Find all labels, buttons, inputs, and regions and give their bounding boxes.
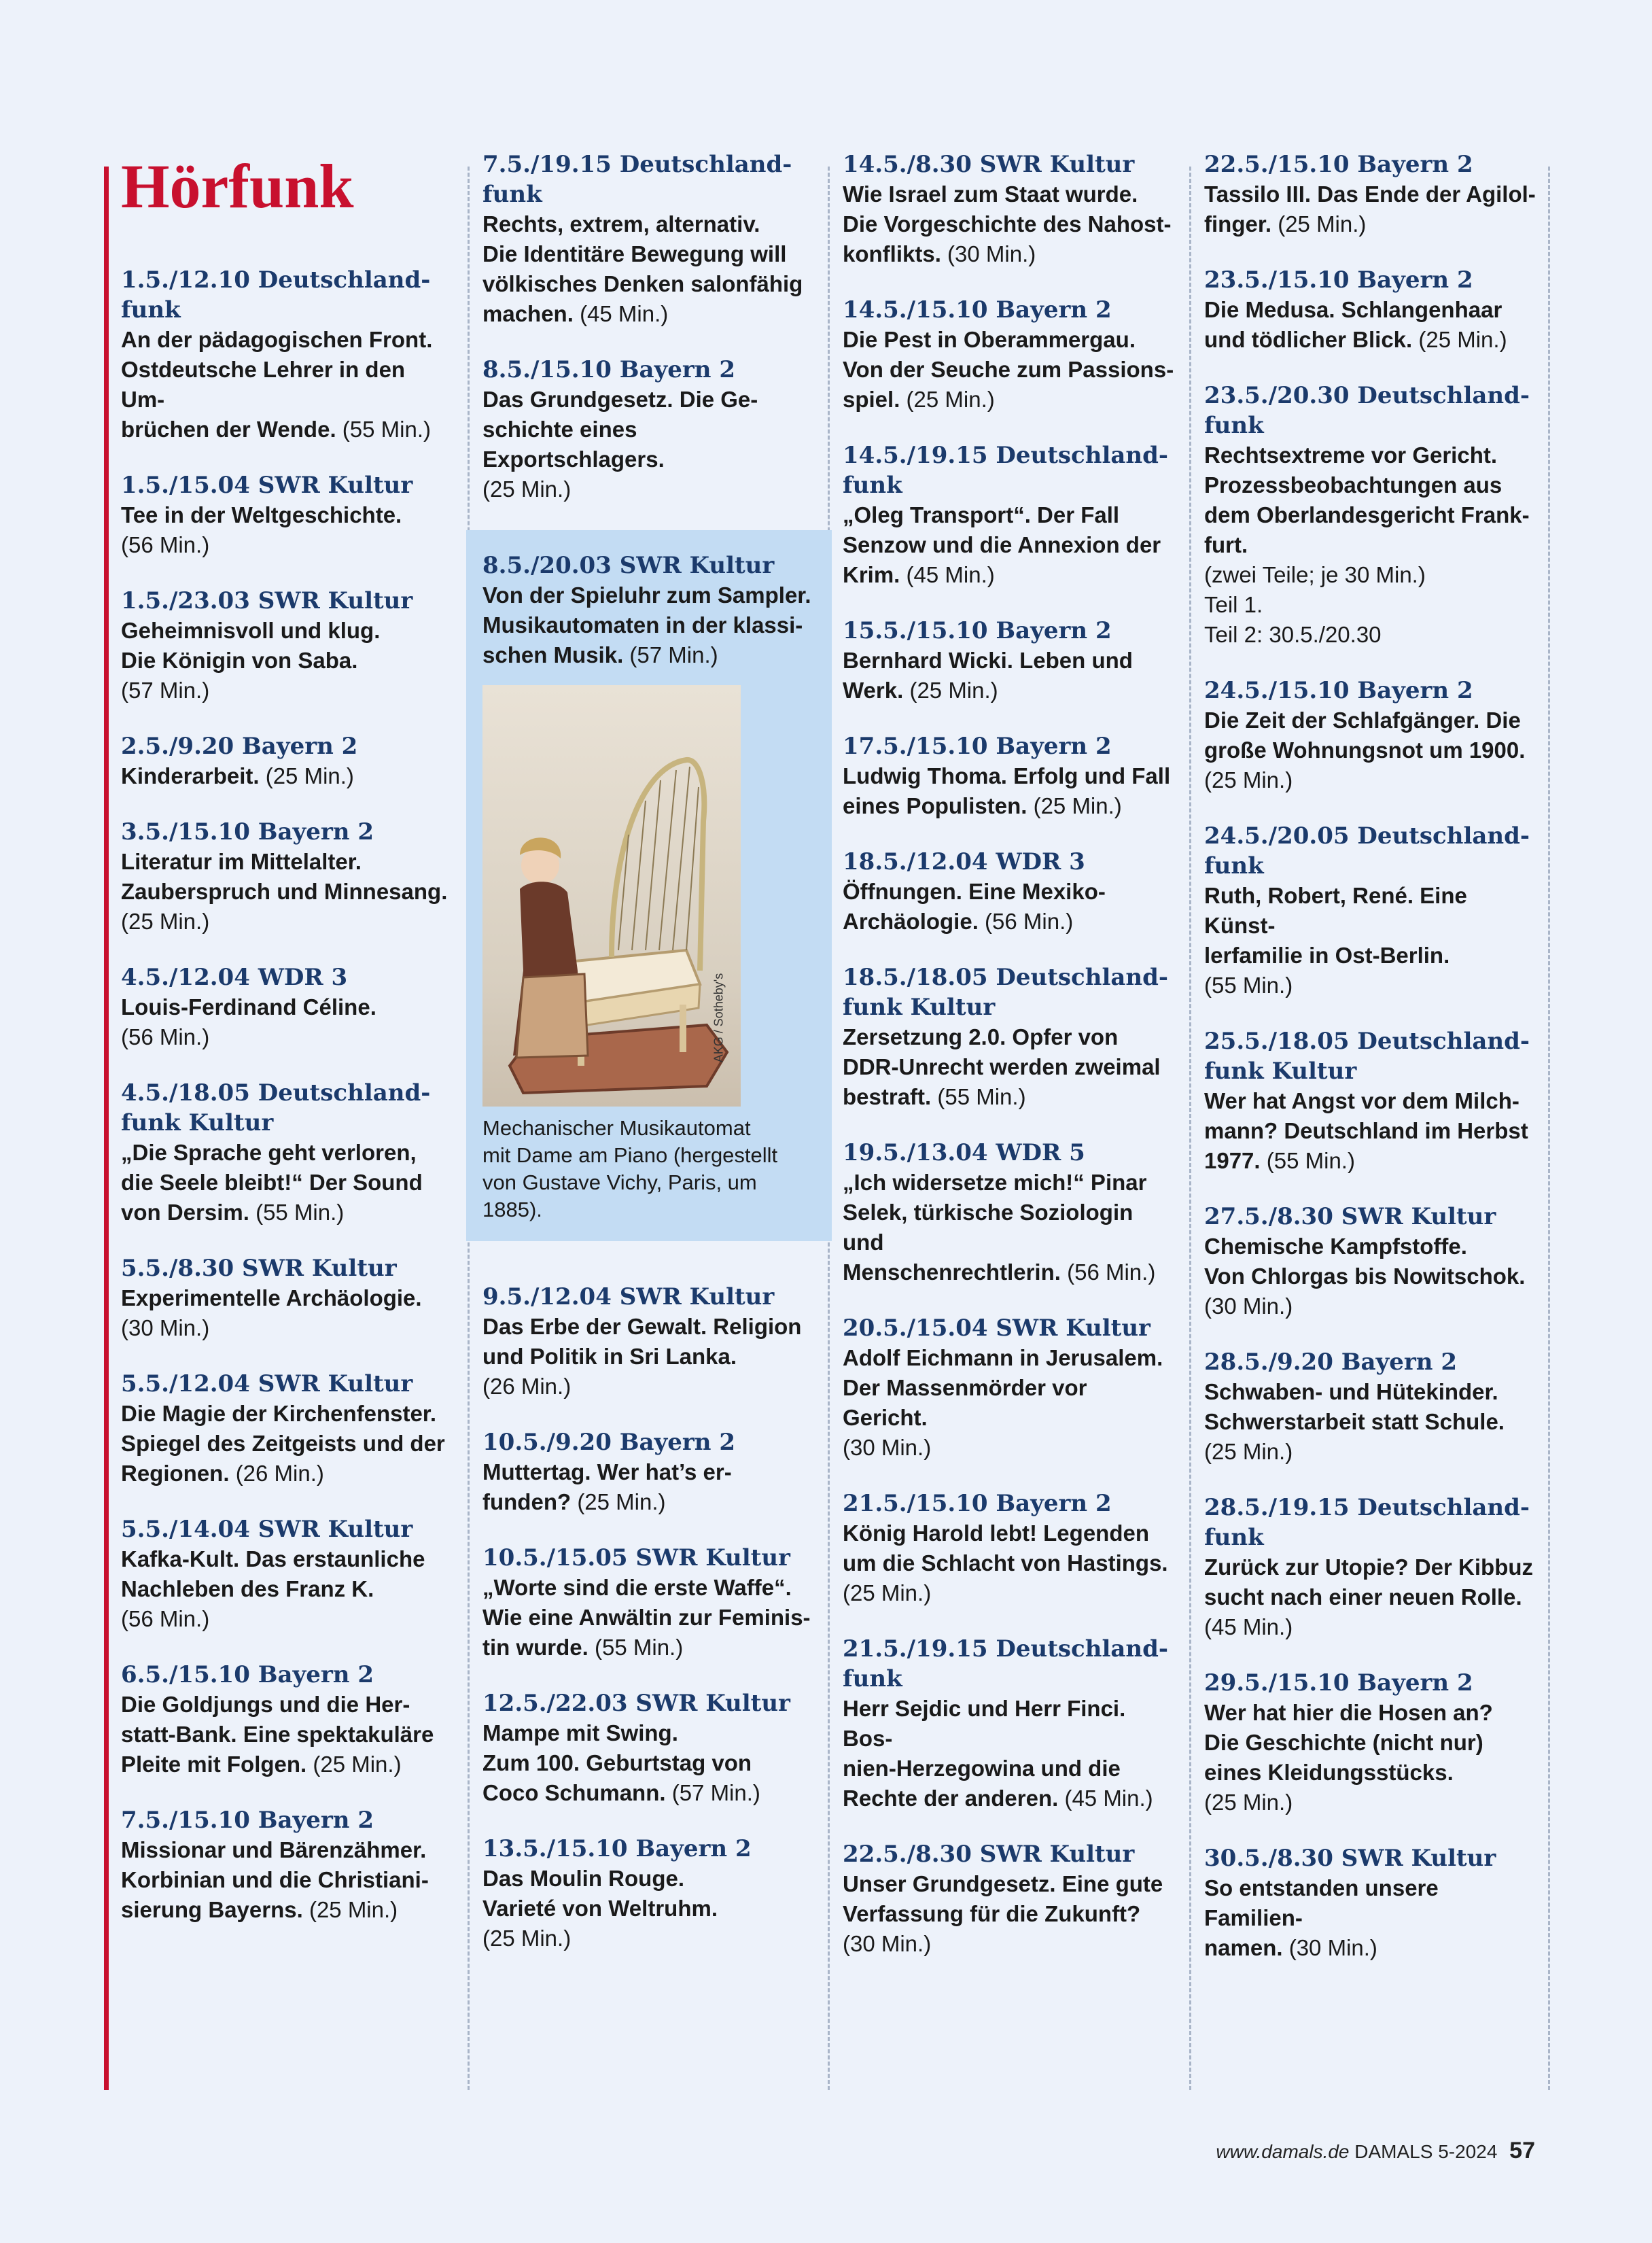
- list-item: [843, 962, 1176, 1112]
- list-item: [482, 1834, 815, 1953]
- list-item: [121, 470, 454, 560]
- list-item: [121, 1369, 454, 1489]
- entry-description: „Die Sprache geht verloren, die Seele bleibt!“ Der Sound von Dersim. (55 Min.): [121, 1140, 423, 1225]
- entry-heading: 5.5./14.04 SWR Kultur: [121, 1516, 413, 1543]
- entry-heading: 7.5./19.15 Deutschland- funk: [482, 151, 792, 208]
- list-item: [121, 1078, 454, 1228]
- entry-description: An der pädagogischen Front. Ostdeutsche Lehrer in den Um- brüchen der Wende. (55 Min.): [121, 327, 433, 442]
- list-item: [121, 1660, 454, 1779]
- entry-heading: 4.5./12.04 WDR 3: [121, 964, 348, 991]
- entry-heading: 9.5./12.04 SWR Kultur: [482, 1283, 775, 1310]
- entry-heading: 8.5./15.10 Bayern 2: [482, 356, 735, 383]
- featured-box: [466, 530, 832, 1241]
- list-item: [843, 847, 1176, 937]
- list-item: [843, 440, 1176, 590]
- photo-caption: Mechanischer Musikautomat mit Dame am Piano (hergestellt von Gustave Vichy, Paris, um 1885).: [482, 1116, 778, 1221]
- list-item: [843, 1138, 1176, 1287]
- entry-description: Das Grundgesetz. Die Ge- schichte eines Exportschlagers. (25 Min.): [482, 387, 758, 502]
- column-3: [843, 150, 1176, 1985]
- entry-description: Das Moulin Rouge. Varieté von Weltruhm. (25 Min.): [482, 1866, 718, 1951]
- list-item: [1204, 150, 1537, 239]
- list-item: [843, 1313, 1176, 1463]
- entry-description: Das Erbe der Gewalt. Religion und Politik in Sri Lanka. (26 Min.): [482, 1314, 802, 1399]
- entry-heading: 13.5./15.10 Bayern 2: [482, 1835, 752, 1862]
- list-item: [1204, 381, 1537, 650]
- entry-heading: 14.5./19.15 Deutschland- funk: [843, 442, 1169, 499]
- entry-description: Bernhard Wicki. Leben und Werk. (25 Min.): [843, 648, 1133, 703]
- column-divider: [1548, 167, 1550, 2090]
- music-automaton-photo: [482, 685, 741, 1107]
- entry-heading: 10.5./15.05 SWR Kultur: [482, 1544, 790, 1571]
- entry-heading: 22.5./8.30 SWR Kultur: [843, 1841, 1135, 1868]
- list-item: [482, 1427, 815, 1517]
- entry-description: Die Goldjungs und die Her- statt-Bank. Eine spektakuläre Pleite mit Folgen. (25 Min.): [121, 1692, 434, 1777]
- entry-description: Ruth, Robert, René. Eine Künst- lerfamilie in Ost-Berlin. (55 Min.): [1204, 883, 1467, 998]
- entry-heading: 4.5./18.05 Deutschland- funk Kultur: [121, 1079, 431, 1136]
- page-footer: [1216, 2138, 1535, 2164]
- entry-heading: 29.5./15.10 Bayern 2: [1204, 1669, 1473, 1697]
- entry-heading: 7.5./15.10 Bayern 2: [121, 1807, 374, 1834]
- entry-description: Unser Grundgesetz. Eine gute Verfassung für die Zukunft? (30 Min.): [843, 1871, 1163, 1956]
- entry-description: Tee in der Weltgeschichte. (56 Min.): [121, 502, 402, 557]
- entry-heading: 22.5./15.10 Bayern 2: [1204, 151, 1473, 178]
- entry-heading: 28.5./19.15 Deutschland- funk: [1204, 1494, 1530, 1551]
- list-item: [1204, 1202, 1537, 1321]
- entry-description: Louis-Ferdinand Céline. (56 Min.): [121, 994, 376, 1049]
- list-item: [1204, 1026, 1537, 1176]
- list-item: [121, 586, 454, 706]
- photo-credit: AKG / Sotheby's: [711, 973, 726, 1063]
- entry-heading: 30.5./8.30 SWR Kultur: [1204, 1845, 1496, 1872]
- entry-heading: 28.5./9.20 Bayern 2: [1204, 1349, 1457, 1376]
- entry-heading: 5.5./8.30 SWR Kultur: [121, 1255, 397, 1282]
- entry-description: Wie Israel zum Staat wurde. Die Vorgeschichte des Nahost- konflikts. (30 Min.): [843, 181, 1172, 266]
- entry-heading: 17.5./15.10 Bayern 2: [843, 733, 1112, 760]
- list-item: [1204, 1347, 1537, 1467]
- entry-heading: 14.5./8.30 SWR Kultur: [843, 151, 1135, 178]
- list-item: [843, 1489, 1176, 1608]
- entry-heading: 27.5./8.30 SWR Kultur: [1204, 1203, 1496, 1230]
- entry-description: Wer hat Angst vor dem Milch- mann? Deutschland im Herbst 1977. (55 Min.): [1204, 1088, 1528, 1173]
- website-url[interactable]: www.damals.de: [1216, 2141, 1350, 2162]
- list-item: [121, 817, 454, 937]
- list-item: [843, 150, 1176, 269]
- entry-heading: 12.5./22.03 SWR Kultur: [482, 1690, 790, 1717]
- list-item: [482, 1688, 815, 1808]
- entry-heading: 19.5./13.04 WDR 5: [843, 1139, 1085, 1166]
- list-item: [1204, 1493, 1537, 1642]
- entry-heading: 1.5./23.03 SWR Kultur: [121, 587, 413, 614]
- entry-description: Muttertag. Wer hat’s er- funden? (25 Min.): [482, 1459, 732, 1514]
- entry-description: Tassilo III. Das Ende der Agilol- finger. (25 Min.): [1204, 181, 1536, 237]
- red-accent-bar: [104, 167, 109, 2090]
- entry-heading: 23.5./20.30 Deutschland- funk: [1204, 382, 1530, 439]
- entry-heading: 23.5./15.10 Bayern 2: [1204, 266, 1473, 294]
- list-item: [1204, 1668, 1537, 1818]
- list-item: [1204, 1843, 1537, 1963]
- entry-heading: 2.5./9.20 Bayern 2: [121, 733, 358, 760]
- entry-description: Öffnungen. Eine Mexiko- Archäologie. (56 Min.): [843, 879, 1106, 934]
- list-item: [1204, 821, 1537, 1001]
- entry-description: „Worte sind die erste Waffe“. Wie eine Anwältin zur Feminis- tin wurde. (55 Min.): [482, 1575, 811, 1660]
- entry-heading: 1.5./15.04 SWR Kultur: [121, 472, 413, 499]
- entry-description: Chemische Kampfstoffe. Von Chlorgas bis Nowitschok. (30 Min.): [1204, 1234, 1526, 1319]
- list-item: [121, 1805, 454, 1925]
- list-item: [121, 265, 454, 445]
- list-item: [482, 1282, 815, 1402]
- entry-heading: 8.5./20.03 SWR Kultur: [482, 552, 775, 579]
- entry-heading: 3.5./15.10 Bayern 2: [121, 818, 374, 846]
- issue-label: DAMALS 5-2024: [1354, 2141, 1498, 2162]
- list-item: [1204, 265, 1537, 355]
- entry-heading: 25.5./18.05 Deutschland- funk Kultur: [1204, 1028, 1530, 1085]
- entry-heading: 10.5./9.20 Bayern 2: [482, 1429, 735, 1456]
- entry-description: Geheimnisvoll und klug. Die Königin von Saba. (57 Min.): [121, 618, 381, 703]
- list-item: [843, 616, 1176, 706]
- list-item: [843, 295, 1176, 415]
- entry-heading: 21.5./15.10 Bayern 2: [843, 1490, 1112, 1517]
- entry-description: Kinderarbeit. (25 Min.): [121, 763, 354, 788]
- entry-description: Ludwig Thoma. Erfolg und Fall eines Populisten. (25 Min.): [843, 763, 1171, 818]
- entry-description: Wer hat hier die Hosen an? Die Geschichte (nicht nur) eines Kleidungsstücks. (25 Min.): [1204, 1700, 1493, 1815]
- entry-description: Die Pest in Oberammergau. Von der Seuche zum Passions- spiel. (25 Min.): [843, 327, 1174, 412]
- page-number: 57: [1509, 2138, 1535, 2163]
- entry-heading: 24.5./20.05 Deutschland- funk: [1204, 822, 1530, 880]
- list-item: [843, 1634, 1176, 1813]
- entry-description: Experimentelle Archäologie. (30 Min.): [121, 1285, 422, 1340]
- list-item: [482, 355, 815, 504]
- entry-heading: 18.5./18.05 Deutschland- funk Kultur: [843, 964, 1169, 1021]
- entry-description: Missionar und Bärenzähmer. Korbinian und die Christiani- sierung Bayerns. (25 Min.): [121, 1837, 429, 1922]
- list-item: [121, 731, 454, 791]
- entry-description: Literatur im Mittelalter. Zauberspruch und Minnesang. (25 Min.): [121, 849, 448, 934]
- column-1: [121, 150, 454, 1951]
- entry-description: „Oleg Transport“. Der Fall Senzow und die Annexion der Krim. (45 Min.): [843, 502, 1161, 587]
- list-item: [843, 1839, 1176, 1959]
- column-2: [482, 150, 815, 1979]
- list-item: [121, 1514, 454, 1634]
- entry-description: Die Magie der Kirchenfenster. Spiegel des Zeitgeists und der Regionen. (26 Min.): [121, 1401, 445, 1486]
- entry-heading: 15.5./15.10 Bayern 2: [843, 617, 1112, 644]
- entry-heading: 6.5./15.10 Bayern 2: [121, 1661, 374, 1688]
- column-divider: [1189, 167, 1191, 2090]
- entry-description: Mampe mit Swing. Zum 100. Geburtstag von Coco Schumann. (57 Min.): [482, 1720, 760, 1805]
- entry-description: König Harold lebt! Legenden um die Schlacht von Hastings. (25 Min.): [843, 1520, 1168, 1605]
- entry-description: Von der Spieluhr zum Sampler. Musikautomaten in der klassi- schen Musik. (57 Min.): [482, 583, 811, 667]
- entry-description: Rechts, extrem, alternativ. Die Identitäre Bewegung will völkisches Denken salonfähig machen. (45 Min.): [482, 211, 803, 326]
- entry-description: Zurück zur Utopie? Der Kibbuz sucht nach einer neuen Rolle. (45 Min.): [1204, 1554, 1534, 1639]
- entry-heading: 1.5./12.10 Deutschland- funk: [121, 266, 431, 324]
- entry-heading: 5.5./12.04 SWR Kultur: [121, 1370, 413, 1397]
- entry-heading: 24.5./15.10 Bayern 2: [1204, 677, 1473, 704]
- list-item: [1204, 676, 1537, 795]
- column-4: [1204, 150, 1537, 1989]
- page-title: Hörfunk: [121, 152, 354, 221]
- entry-description: Die Zeit der Schlafgänger. Die große Wohnungsnot um 1900. (25 Min.): [1204, 708, 1526, 793]
- entry-description: Schwaben- und Hütekinder. Schwerstarbeit statt Schule. (25 Min.): [1204, 1379, 1505, 1464]
- list-item: [843, 731, 1176, 821]
- list-item: [121, 962, 454, 1052]
- entry-heading: 20.5./15.04 SWR Kultur: [843, 1315, 1150, 1342]
- entry-description: Zersetzung 2.0. Opfer von DDR-Unrecht werden zweimal bestraft. (55 Min.): [843, 1024, 1161, 1109]
- list-item: [482, 1543, 815, 1663]
- list-item: [121, 1253, 454, 1343]
- entry-heading: 18.5./12.04 WDR 3: [843, 848, 1085, 875]
- entry-description: „Ich widersetze mich!“ Pinar Selek, türkische Soziologin und Menschenrechtlerin. (56 Min.): [843, 1170, 1156, 1285]
- entry-description: Die Medusa. Schlangenhaar und tödlicher Blick. (25 Min.): [1204, 297, 1507, 352]
- entry-description: Adolf Eichmann in Jerusalem. Der Massenmörder vor Gericht. (30 Min.): [843, 1345, 1163, 1460]
- list-item: [482, 150, 815, 329]
- entry-heading: 14.5./15.10 Bayern 2: [843, 296, 1112, 324]
- entry-heading: 21.5./19.15 Deutschland- funk: [843, 1635, 1169, 1692]
- entry-description: Kafka-Kult. Das erstaunliche Nachleben des Franz K. (56 Min.): [121, 1546, 425, 1631]
- entry-description: So entstanden unsere Familien- namen. (30 Min.): [1204, 1875, 1439, 1960]
- entry-description: Rechtsextreme vor Gericht. Prozessbeobachtungen aus dem Oberlandesgericht Frank- furt. (zwei Teile; je 30 Min.) Teil 1. Teil 2: 30.5./20.30: [1204, 442, 1530, 647]
- entry-description: Herr Sejdic und Herr Finci. Bos- nien-Herzegowina und die Rechte der anderen. (45 Min.): [843, 1696, 1153, 1811]
